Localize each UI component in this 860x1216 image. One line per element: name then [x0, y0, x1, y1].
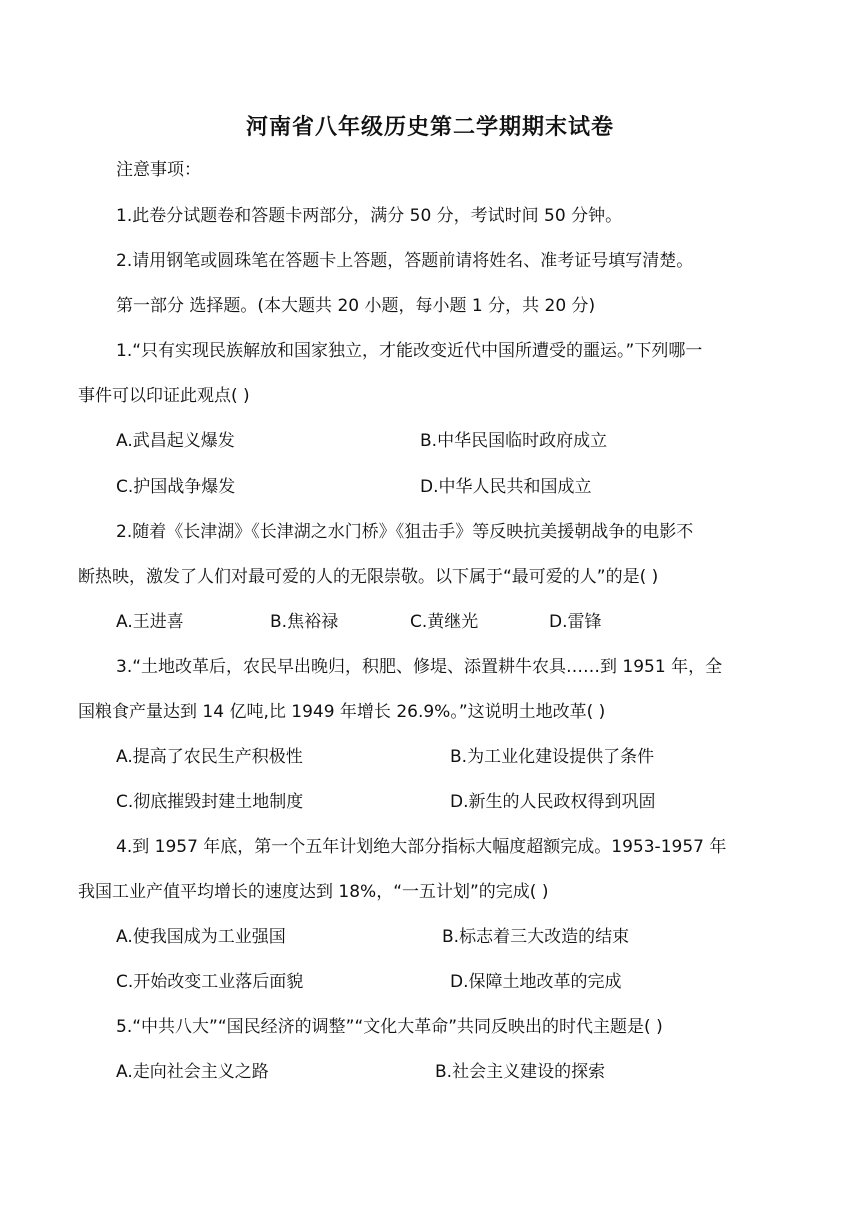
question-5-option-b: B.社会主义建设的探索 — [435, 1062, 606, 1082]
question-1-stem-line2: 事件可以印证此观点( ) — [78, 386, 250, 406]
question-1-option-b: B.中华民国临时政府成立 — [420, 431, 608, 451]
question-2-option-a: A.王进喜 — [116, 612, 184, 632]
question-4-option-a: A.使我国成为工业强国 — [116, 927, 286, 947]
question-4-option-b: B.标志着三大改造的结束 — [442, 927, 630, 947]
question-3-option-b: B.为工业化建设提供了条件 — [450, 747, 655, 767]
question-2-stem-line2: 断热映，激发了人们对最可爱的人的无限崇敬。以下属于“最可爱的人”的是( ) — [78, 567, 659, 587]
question-2-stem-line1: 2.随着《长津湖》《长津湖之水门桥》《狙击手》等反映抗美援朝战争的电影不 — [116, 522, 694, 542]
question-3-option-d: D.新生的人民政权得到巩固 — [450, 792, 656, 812]
exam-title: 河南省八年级历史第二学期期末试卷 — [245, 115, 614, 140]
question-4-stem-line1: 4.到 1957 年底，第一个五年计划绝大部分指标大幅度超额完成。1953-1957 年 — [116, 837, 727, 857]
notice-heading: 注意事项： — [116, 160, 201, 180]
question-3-option-a: A.提高了农民生产积极性 — [116, 747, 303, 767]
question-3-stem-line1: 3.“土地改革后，农民早出晚归，积肥、修堤、添置耕牛农具……到 1951 年，全 — [116, 657, 723, 677]
question-4-option-c: C.开始改变工业落后面貌 — [116, 972, 304, 992]
question-1-option-d: D.中华人民共和国成立 — [420, 477, 592, 497]
question-1-option-c: C.护国战争爆发 — [116, 477, 236, 497]
question-4-stem-line2: 我国工业产值平均增长的速度达到 18%，“一五计划”的完成( ) — [78, 882, 549, 902]
question-2-option-c: C.黄继光 — [410, 612, 479, 632]
question-2-option-d: D.雷锋 — [549, 612, 602, 632]
question-3-stem-line2: 国粮食产量达到 14 亿吨,比 1949 年增长 26.9%。”这说明土地改革( ) — [78, 702, 606, 722]
question-2-option-b: B.焦裕禄 — [270, 612, 339, 632]
question-5-option-a: A.走向社会主义之路 — [116, 1062, 269, 1082]
question-1-option-a: A.武昌起义爆发 — [116, 431, 235, 451]
section-heading: 第一部分 选择题。(本大题共 20 小题，每小题 1 分，共 20 分) — [116, 296, 596, 316]
question-5-stem-line1: 5.“中共八大”“国民经济的调整”“文化大革命”共同反映出的时代主题是( ) — [116, 1017, 663, 1037]
notice-item-2: 2.请用钢笔或圆珠笔在答题卡上答题，答题前请将姓名、准考证号填写清楚。 — [116, 251, 694, 271]
question-1-stem-line1: 1.“只有实现民族解放和国家独立，才能改变近代中国所遭受的噩运。”下列哪一 — [116, 341, 703, 361]
question-4-option-d: D.保障土地改革的完成 — [450, 972, 622, 992]
notice-item-1: 1.此卷分试题卷和答题卡两部分，满分 50 分，考试时间 50 分钟。 — [116, 206, 623, 226]
question-3-option-c: C.彻底摧毁封建土地制度 — [116, 792, 304, 812]
